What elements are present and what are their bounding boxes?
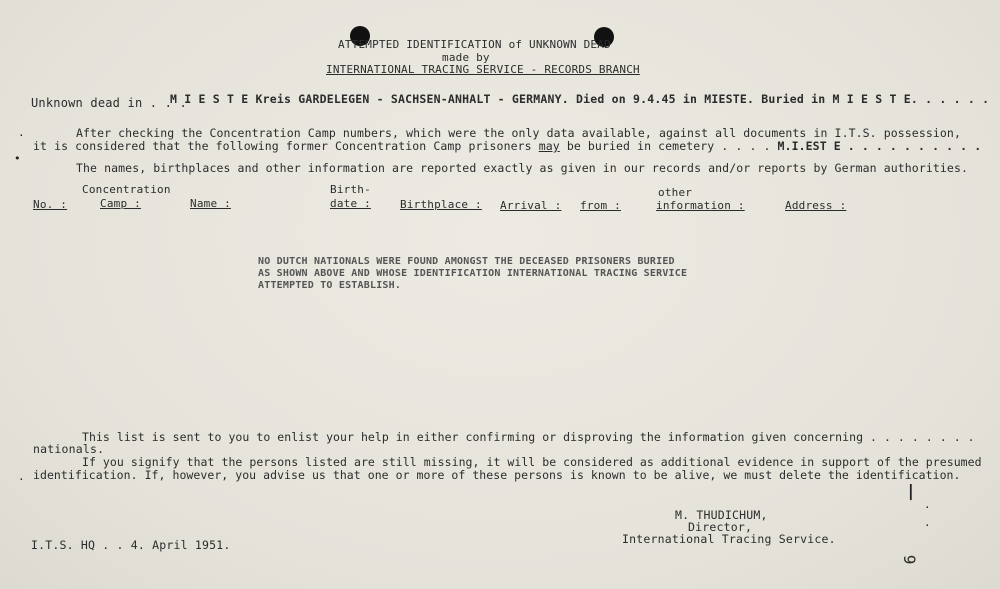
- may-emphasis: may: [538, 139, 560, 153]
- unknown-dead-prefix: Unknown dead in . . .: [31, 96, 187, 110]
- col-camp: Camp :: [100, 197, 141, 210]
- burial-location: M I E S T E Kreis GARDELEGEN - SACHSEN-ANHALT - GERMANY. Died on 9.4.45 in MIESTE. Buried in M I E S T E. . . . . .: [170, 92, 990, 106]
- closing-p1-line-2: nationals.: [33, 442, 105, 456]
- made-by-line: made by: [442, 51, 490, 64]
- signatory-organization: International Tracing Service.: [622, 532, 836, 546]
- col-birthdate: date :: [330, 197, 371, 210]
- col-other-information: information :: [656, 199, 745, 212]
- issuing-organization: INTERNATIONAL TRACING SERVICE - RECORDS BRANCH: [326, 63, 640, 76]
- intro-line-2: [33, 139, 981, 153]
- notice-line-3: ATTEMPTED TO ESTABLISH.: [258, 280, 402, 291]
- closing-p1-line-1: This list is sent to you to enlist your help in either confirming or disproving the information given concerning . . . . . . . .: [82, 430, 975, 444]
- col-other-top: other: [658, 186, 693, 199]
- closing-p2-line-2: identification. If, however, you advise us that one or more of these persons is known to be alive, we must delete the identification.: [33, 468, 961, 482]
- intro-line-3: The names, birthplaces and other information are reported exactly as given in our records and/or reports by German authorities.: [76, 161, 968, 175]
- col-arrival: Arrival :: [500, 199, 562, 212]
- closing-p2-line-1: If you signify that the persons listed are still missing, it will be considered as additional evidence in support of the presumed: [82, 455, 982, 469]
- margin-mark: |: [906, 481, 916, 500]
- margin-mark: .: [924, 498, 931, 511]
- notice-line-1: NO DUTCH NATIONALS WERE FOUND AMONGST THE DECEASED PRISONERS BURIED: [258, 256, 675, 267]
- col-camp-top: Concentration: [82, 183, 171, 196]
- intro-line-2-start: it is considered that the following former Concentration Camp prisoners: [33, 139, 532, 153]
- margin-mark: .: [18, 126, 25, 139]
- cemetery-name: M.I.EST E . . . . . . . . . .: [777, 139, 982, 153]
- corner-mark: 6: [900, 554, 920, 565]
- intro-line-1: After checking the Concentration Camp numbers, which were the only data available, against all documents in I.T.S. possession,: [76, 126, 961, 140]
- col-birth-top: Birth-: [330, 183, 371, 196]
- document-title: ATTEMPTED IDENTIFICATION of UNKNOWN DEAD: [338, 38, 611, 51]
- margin-mark: •: [14, 152, 21, 165]
- col-address: Address :: [785, 199, 847, 212]
- signatory-name: M. THUDICHUM,: [675, 508, 768, 522]
- col-no: No. :: [33, 198, 68, 211]
- col-name: Name :: [190, 197, 231, 210]
- reference-date: I.T.S. HQ . . 4. April 1951.: [31, 538, 231, 552]
- signatory-title: Director,: [688, 520, 753, 534]
- col-birthplace: Birthplace :: [400, 198, 482, 211]
- col-from: from :: [580, 199, 621, 212]
- margin-mark: .: [18, 470, 25, 483]
- intro-line-2-mid: be buried in cemetery . . . .: [566, 139, 771, 153]
- margin-mark: .: [924, 516, 931, 529]
- notice-line-2: AS SHOWN ABOVE AND WHOSE IDENTIFICATION INTERNATIONAL TRACING SERVICE: [258, 268, 688, 279]
